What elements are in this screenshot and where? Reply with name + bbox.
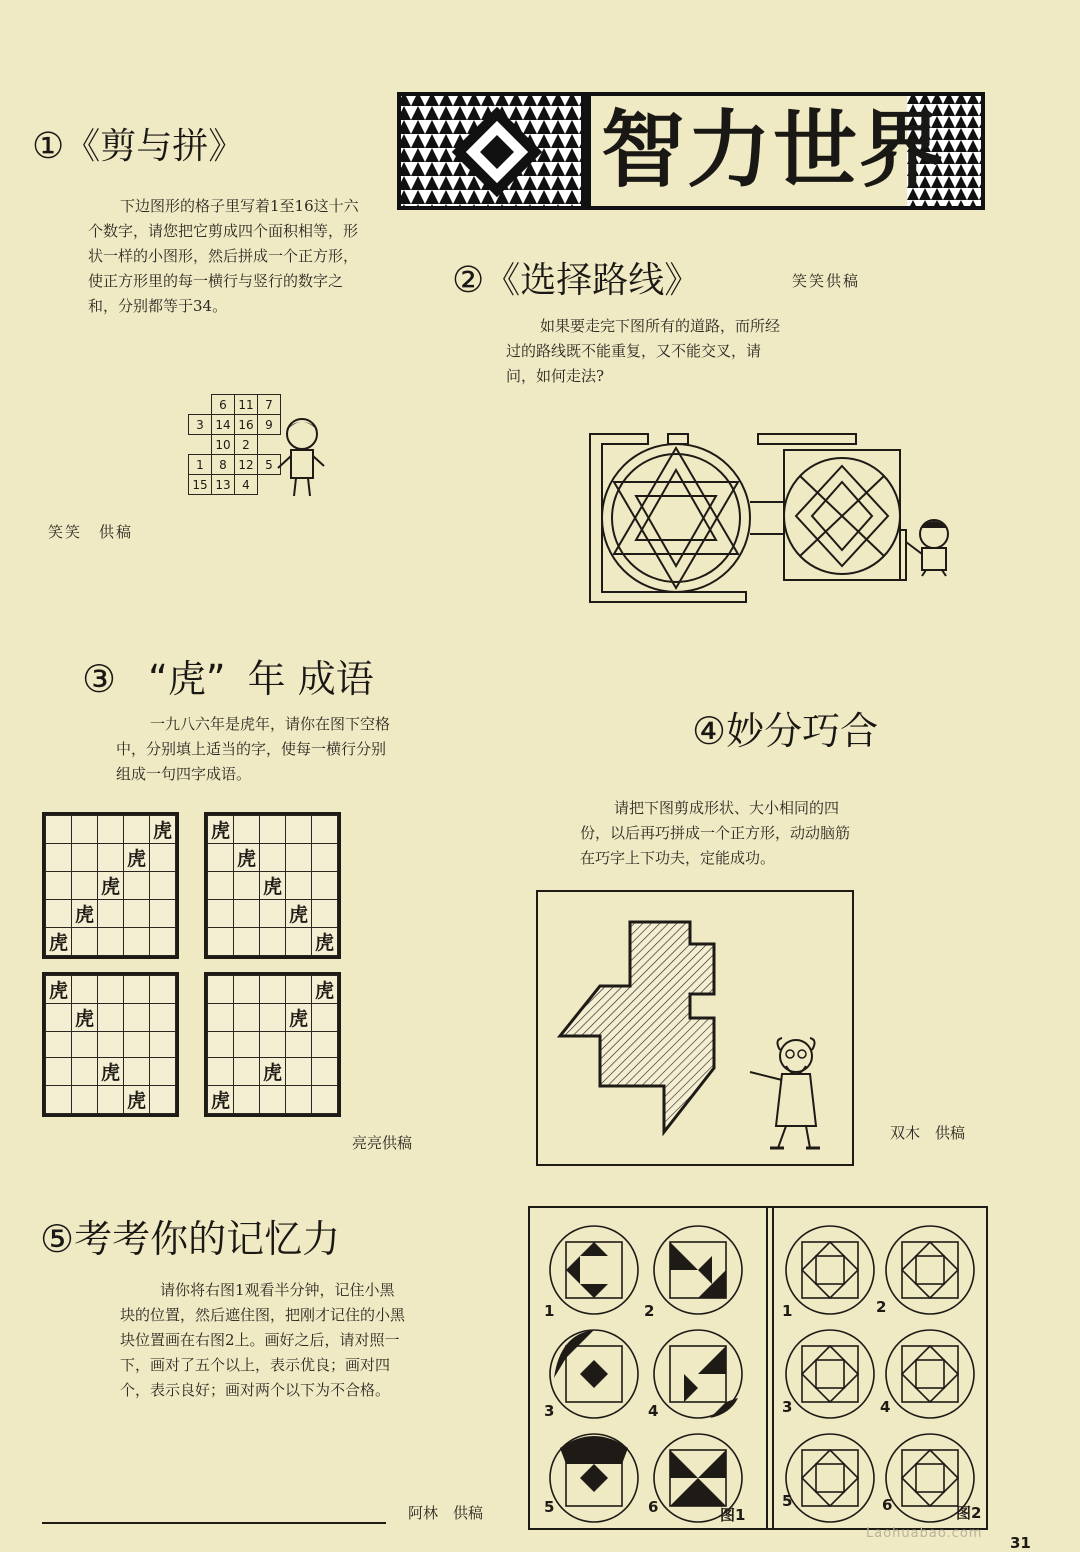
grid-row xyxy=(208,1004,338,1032)
memory-figure-frame xyxy=(528,1206,988,1530)
figure1-number-5: 5 xyxy=(544,1498,555,1516)
grid-row xyxy=(208,1032,338,1058)
grid-row xyxy=(189,435,281,455)
grid-row xyxy=(208,976,338,1004)
grid-row xyxy=(208,872,338,900)
cartoon-girl-illustration xyxy=(272,412,332,502)
tiger-char: 虎 xyxy=(312,928,338,956)
grid-row xyxy=(189,395,281,415)
puzzle2-title: ②《选择路线》 xyxy=(452,260,701,301)
grid-row xyxy=(208,928,338,956)
grid-row xyxy=(46,900,176,928)
puzzle1-title: ①《剪与拼》 xyxy=(32,126,245,167)
figure1-number-2: 2 xyxy=(644,1302,655,1320)
puzzle2-credit: 笑笑供稿 xyxy=(792,272,861,290)
tiger-char: 虎 xyxy=(98,872,124,900)
tiger-char: 虎 xyxy=(312,976,338,1004)
figure1-number-1: 1 xyxy=(544,1302,555,1320)
figure2-number-3: 3 xyxy=(782,1398,793,1416)
tiger-char: 虎 xyxy=(234,844,260,872)
tiger-idiom-grid-4 xyxy=(204,972,341,1117)
grid-cell: 9 xyxy=(258,415,281,435)
puzzle3-text: 一九八六年是虎年，请你在图下空格中，分别填上适当的字，使每一横行分别组成一句四字成语。 xyxy=(116,715,391,783)
grid-row xyxy=(208,1058,338,1086)
grid-cell: 15 xyxy=(189,475,212,495)
grid-row xyxy=(208,1086,338,1114)
grid-cell: 5 xyxy=(258,455,281,475)
puzzle1-text: 下边图形的格子里写着1至16这十六个数字，请您把它剪成四个面积相等，形状一样的小图形，然后拼成一个正方形，使正方形里的每一横行与竖行的数字之和，分别都等于34。 xyxy=(88,197,359,315)
banner-title: 智力世界 xyxy=(601,101,946,199)
tiger-char: 虎 xyxy=(124,844,150,872)
banner xyxy=(397,92,985,210)
puzzle3-title-rest: 年 成语 xyxy=(247,657,374,701)
grid-cell: 16 xyxy=(235,415,258,435)
tiger-char: 虎 xyxy=(260,1058,286,1086)
tiger-char: 虎 xyxy=(98,1058,124,1086)
figure1-number-4: 4 xyxy=(648,1402,659,1420)
puzzle3-title-number: ③ xyxy=(82,657,117,701)
figure1-number-3: 3 xyxy=(544,1402,555,1420)
figure1-label: 图1 xyxy=(720,1506,746,1524)
grid-row xyxy=(46,928,176,956)
puzzle3-title-quote: “虎” xyxy=(148,657,226,701)
grid-cell: 8 xyxy=(212,455,235,475)
grid-cell: 4 xyxy=(235,475,258,495)
tiger-char: 虎 xyxy=(124,1086,150,1114)
grid-row xyxy=(189,455,281,475)
grid-row xyxy=(46,844,176,872)
grid-row xyxy=(208,816,338,844)
grid-cell: 3 xyxy=(189,415,212,435)
grid-cell: 10 xyxy=(212,435,235,455)
grid-cell: 13 xyxy=(212,475,235,495)
puzzle4-credit: 双木 供稿 xyxy=(890,1124,966,1142)
cartoon-boy-illustration xyxy=(902,514,962,578)
memory-figure-1 xyxy=(530,1208,766,1528)
tiger-idiom-grid-1 xyxy=(42,812,179,959)
tiger-char: 虎 xyxy=(150,816,176,844)
tiger-char: 虎 xyxy=(260,872,286,900)
grid-row xyxy=(208,844,338,872)
grid-row xyxy=(46,1032,176,1058)
tiger-char: 虎 xyxy=(72,900,98,928)
figure2-number-2: 2 xyxy=(876,1298,887,1316)
grid-cell: 1 xyxy=(189,455,212,475)
grid-row xyxy=(46,1086,176,1114)
grid-row xyxy=(208,900,338,928)
tiger-char: 虎 xyxy=(46,928,72,956)
tiger-idiom-grid-3 xyxy=(42,972,179,1117)
puzzle2-text: 如果要走完下图所有的道路，而所经过的路线既不能重复，又不能交叉，请问，如何走法? xyxy=(506,317,781,385)
tiger-char: 虎 xyxy=(208,1086,234,1114)
puzzle4-title: ④妙分巧合 xyxy=(692,709,879,753)
figure2-number-5: 5 xyxy=(782,1492,793,1510)
puzzle1-credit: 笑笑 供稿 xyxy=(48,523,134,541)
grid-cell: 11 xyxy=(235,395,258,415)
tiger-char: 虎 xyxy=(72,1004,98,1032)
puzzle5-text: 请你将右图1观看半分钟，记住小黑块的位置，然后遮住图，把刚才记住的小黑块位置画在右图2上。画好之后，请对照一下，画对了五个以上，表示优良；画对四个，表示良好；画对两个以下为不合格。 xyxy=(120,1281,406,1399)
puzzle3-title xyxy=(82,648,374,703)
tiger-char: 虎 xyxy=(286,900,312,928)
grid-row xyxy=(189,415,281,435)
puzzle5-credit: 阿林 供稿 xyxy=(408,1504,484,1522)
grid-row xyxy=(189,475,281,495)
grid-cell: 7 xyxy=(258,395,281,415)
grid-cell: 6 xyxy=(212,395,235,415)
puzzle1-number-grid xyxy=(188,394,281,495)
grid-row xyxy=(46,816,176,844)
grid-cell: 2 xyxy=(235,435,258,455)
figure1-number-6: 6 xyxy=(648,1498,659,1516)
tiger-idiom-grid-2 xyxy=(204,812,341,959)
puzzle3-credit: 亮亮供稿 xyxy=(352,1134,413,1152)
tiger-char: 虎 xyxy=(286,1004,312,1032)
puzzle5-title: ⑤考考你的记忆力 xyxy=(40,1217,341,1261)
puzzle4-text: 请把下图剪成形状、大小相同的四份，以后再巧拼成一个正方形，动动脑筋在巧字上下功夫，定能成功。 xyxy=(580,799,851,867)
grid-row xyxy=(46,1004,176,1032)
figure2-label: 图2 xyxy=(956,1504,982,1522)
tiger-char: 虎 xyxy=(46,976,72,1004)
grid-row xyxy=(46,1058,176,1086)
grid-cell: 12 xyxy=(235,455,258,475)
grid-row xyxy=(46,872,176,900)
footer-rule xyxy=(42,1522,386,1524)
page-number: 31 xyxy=(1010,1534,1031,1552)
tiger-char: 虎 xyxy=(208,816,234,844)
memory-figure-2 xyxy=(770,1208,986,1528)
watermark: Laohuabao.com xyxy=(866,1526,983,1541)
cartoon-professor-illustration xyxy=(746,1030,836,1160)
grid-cell: 14 xyxy=(212,415,235,435)
figure2-number-4: 4 xyxy=(880,1398,891,1416)
figure2-number-1: 1 xyxy=(782,1302,793,1320)
figure2-number-6: 6 xyxy=(882,1496,893,1514)
grid-row xyxy=(46,976,176,1004)
